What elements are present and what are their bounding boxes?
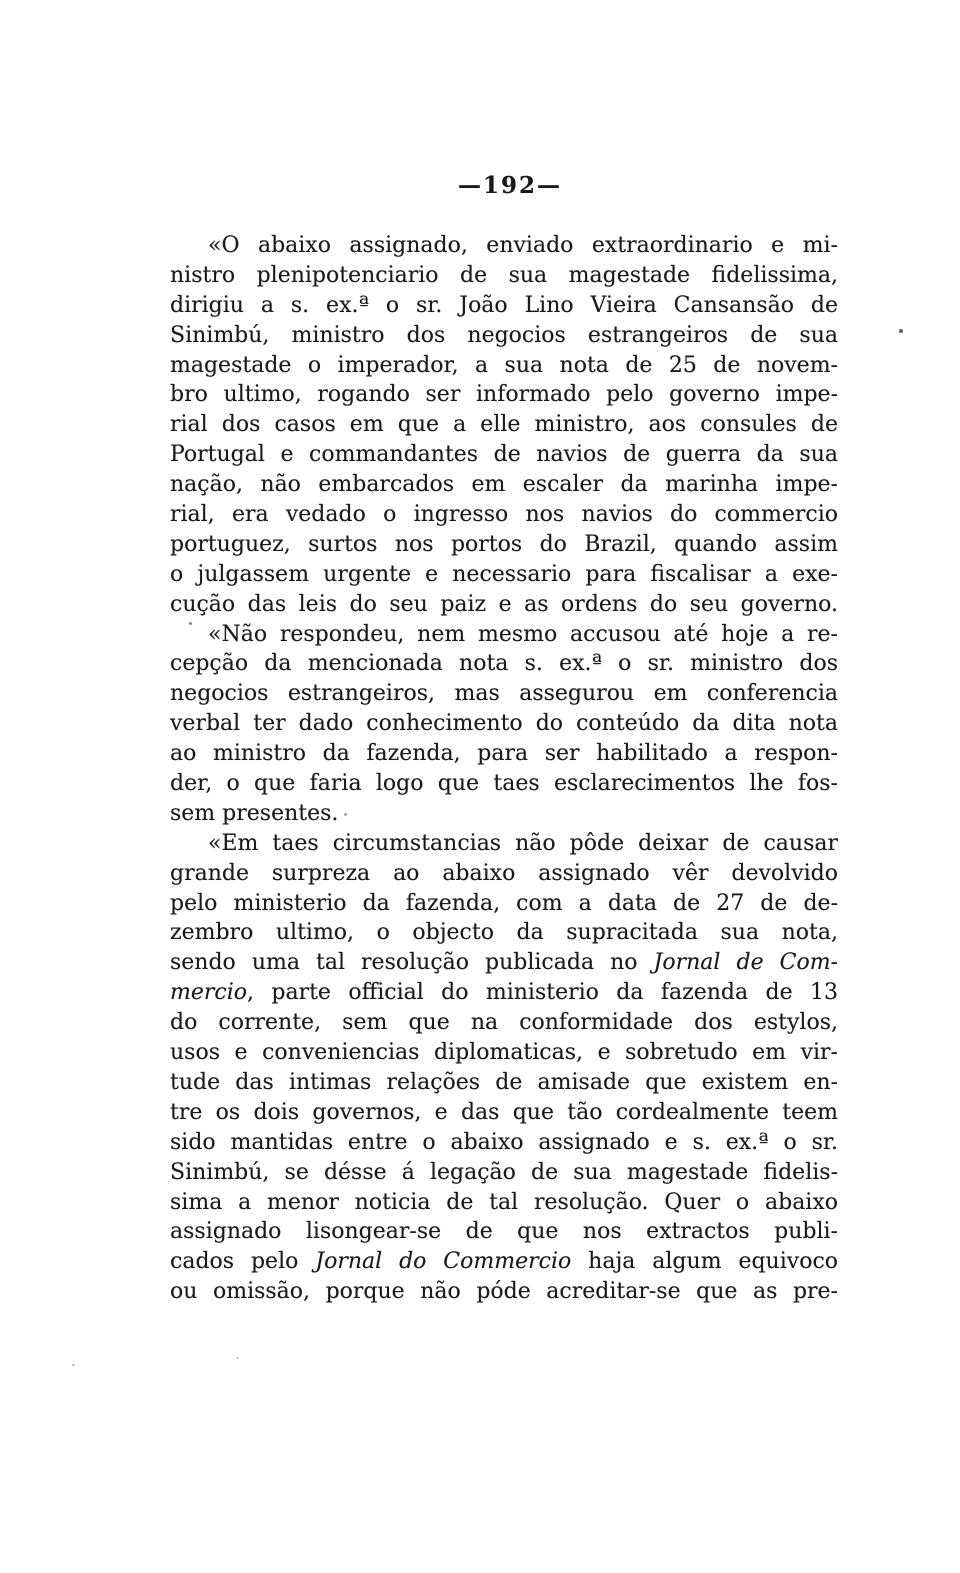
text-line	[170, 739, 838, 769]
text-segment: sendo uma tal resolução publicada no	[170, 950, 654, 976]
text-segment: ou omissão, porque não póde acreditar-se que as pre-	[170, 1279, 838, 1305]
italic-text-segment: mercio	[170, 980, 247, 1006]
text-segment: grande surpreza ao abaixo assignado vêr devolvido	[170, 860, 838, 886]
text-segment: cados pelo	[170, 1249, 316, 1275]
text-segment: rial dos casos em que a elle ministro, aos consules de	[170, 412, 838, 438]
text-line	[170, 470, 838, 500]
text-line	[170, 918, 838, 948]
italic-text-segment: Jornal do Commercio	[315, 1249, 572, 1275]
text-line	[170, 709, 838, 739]
text-line	[170, 530, 838, 560]
text-segment: magestade o imperador, a sua nota de 25 de novem-	[170, 352, 838, 378]
text-line	[170, 291, 838, 321]
scan-speck	[344, 813, 347, 816]
text-segment: Sinimbú, ministro dos negocios estrangeiros de sua	[170, 322, 838, 348]
page-number: —192—	[457, 172, 562, 199]
text-segment: bro ultimo, rogando ser informado pelo governo impe-	[170, 382, 838, 408]
scan-speck	[72, 1364, 75, 1366]
scan-speck	[899, 329, 903, 333]
text-line	[170, 679, 838, 709]
text-segment: o julgassem urgente e necessario para fiscalisar a exe-	[170, 561, 838, 587]
text-segment: , parte official do ministerio da fazenda de 13	[247, 980, 838, 1006]
scan-speck	[189, 622, 192, 625]
text-line	[170, 1247, 838, 1277]
text-line	[170, 649, 838, 679]
text-segment: sem presentes.	[170, 800, 339, 826]
text-segment: ao ministro da fazenda, para ser habilitado a respon-	[170, 741, 838, 767]
text-segment: rial, era vedado o ingresso nos navios do commercio	[170, 502, 838, 528]
text-segment: negocios estrangeiros, mas assegurou em conferencia	[170, 681, 838, 707]
text-line	[170, 321, 838, 351]
text-line	[170, 500, 838, 530]
text-line	[170, 380, 838, 410]
text-segment: «Não respondeu, nem mesmo accusou até hoje a re-	[208, 621, 838, 647]
text-segment: do corrente, sem que na conformidade dos estylos,	[170, 1010, 838, 1036]
text-line	[170, 351, 838, 381]
page-text	[170, 231, 838, 1307]
text-segment: verbal ter dado conhecimento do conteúdo da dita nota	[170, 711, 838, 737]
text-line	[170, 231, 838, 261]
text-segment: sima a menor noticia de tal resolução. Quer o abaixo	[170, 1189, 838, 1215]
text-line	[170, 948, 838, 978]
text-segment: nistro plenipotenciario de sua magestade fidelissima,	[170, 262, 838, 288]
text-line	[170, 1128, 838, 1158]
text-segment: cepção da mencionada nota s. ex.ª o sr. ministro dos	[170, 651, 838, 677]
text-line	[170, 410, 838, 440]
text-line	[170, 261, 838, 291]
text-line	[170, 590, 838, 620]
text-segment: nação, não embarcados em escaler da marinha impe-	[170, 472, 838, 498]
text-line	[170, 1068, 838, 1098]
text-line	[170, 1217, 838, 1247]
text-line	[170, 1188, 838, 1218]
text-line	[170, 859, 838, 889]
text-line	[170, 799, 838, 829]
text-segment: Portugal e commandantes de navios de guerra da sua	[170, 442, 838, 468]
text-line	[170, 1098, 838, 1128]
text-line	[170, 440, 838, 470]
text-segment: tre os dois governos, e das que tão cordealmente teem	[170, 1099, 838, 1125]
text-line	[170, 1158, 838, 1188]
text-segment: assignado lisongear-se de que nos extractos publi-	[170, 1219, 838, 1245]
text-segment: «Em taes circumstancias não pôde deixar de causar	[208, 830, 838, 856]
text-segment: der, o que faria logo que taes esclarecimentos lhe fos-	[170, 771, 838, 797]
text-line	[170, 978, 838, 1008]
text-line	[170, 620, 838, 650]
text-segment: zembro ultimo, o objecto da supracitada sua nota,	[170, 920, 838, 946]
text-segment: tude das intimas relações de amisade que existem en-	[170, 1069, 838, 1095]
text-segment: cução das leis do seu paiz e as ordens do seu governo.	[170, 591, 838, 617]
text-line	[170, 889, 838, 919]
text-line	[170, 829, 838, 859]
text-segment: sido mantidas entre o abaixo assignado e s. ex.ª o sr.	[170, 1129, 838, 1155]
text-segment: Sinimbú, se désse á legação de sua magestade fidelis-	[170, 1159, 838, 1185]
text-segment: portuguez, surtos nos portos do Brazil, quando assim	[170, 531, 838, 557]
text-segment: «O abaixo assignado, enviado extraordinario e mi-	[208, 233, 838, 258]
text-line	[170, 1038, 838, 1068]
text-line	[170, 1277, 838, 1307]
text-segment: haja algum equivoco	[571, 1249, 839, 1275]
text-segment: pelo ministerio da fazenda, com a data de 27 de de-	[170, 890, 838, 916]
text-segment: usos e conveniencias diplomaticas, e sobretudo em vir-	[170, 1040, 838, 1066]
scan-speck	[236, 1357, 239, 1359]
text-line	[170, 1008, 838, 1038]
italic-text-segment: Jornal de Com-	[653, 950, 838, 976]
text-segment: dirigiu a s. ex.ª o sr. João Lino Vieira Cansansão de	[170, 292, 838, 318]
text-line	[170, 769, 838, 799]
text-line	[170, 560, 838, 590]
